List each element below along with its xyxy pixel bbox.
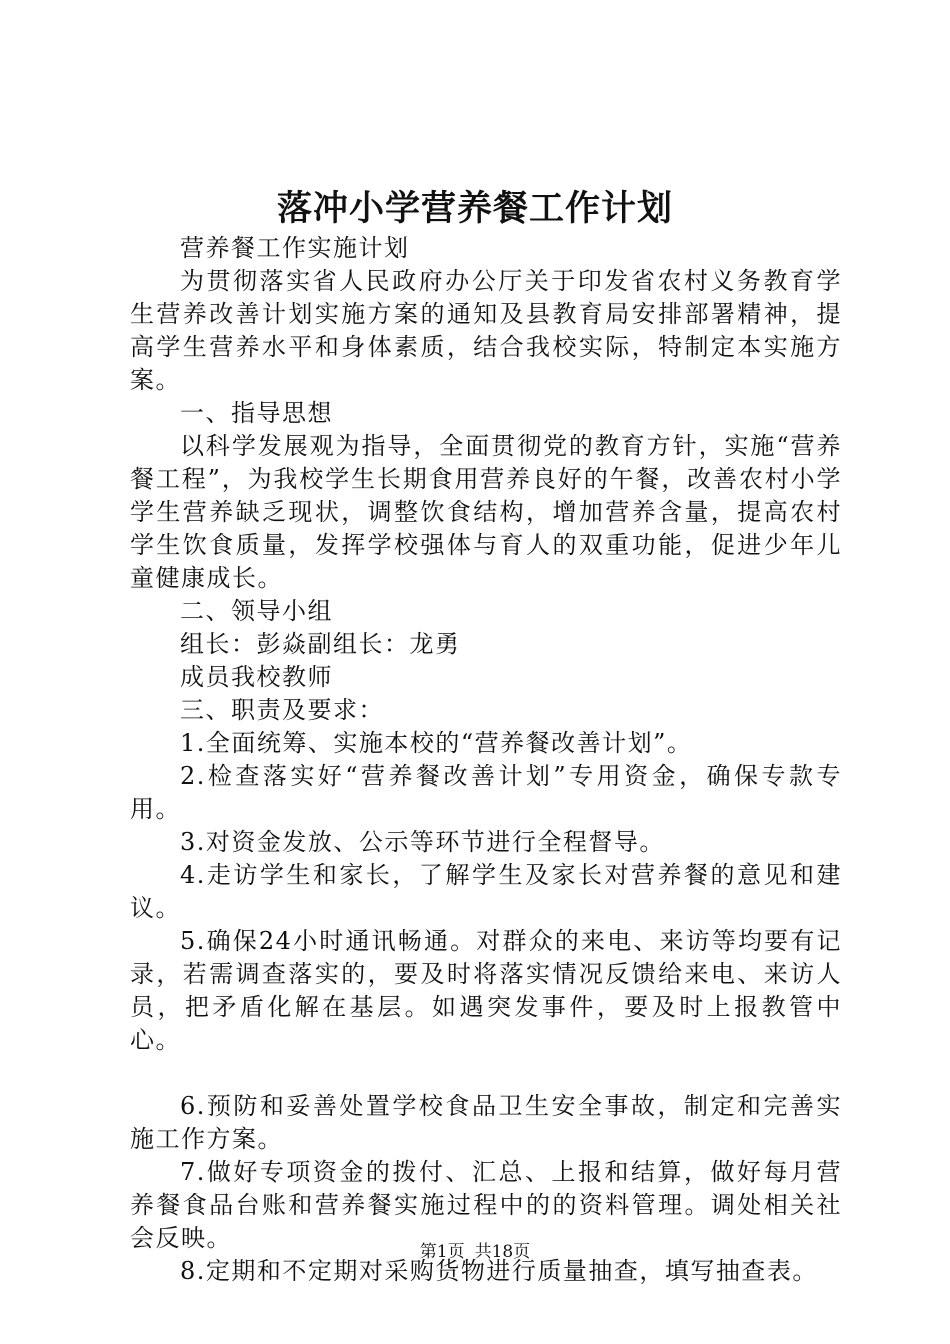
page-number-current: 第1页 — [419, 1242, 465, 1262]
duty-item-2: 2.检查落实好“营养餐改善计划”专用资金，确保专款专用。 — [130, 762, 842, 823]
intro-paragraph: 为贯彻落实省人民政府办公厅关于印发省农村义务教育学生营养改善计划实施方案的通知及县教育局安排部署精神，提高学生营养水平和身体素质，结合我校实际，特制定本实施方案。 — [130, 267, 842, 394]
duty-item-6: 6.预防和妥善处置学校食品卫生安全事故，制定和完善实施工作方案。 — [130, 1092, 842, 1153]
duty-item-3: 3.对资金发放、公示等环节进行全程督导。 — [180, 828, 665, 856]
section-heading-leadership: 二、领导小组 — [180, 597, 333, 625]
duty-item-4: 4.走访学生和家长，了解学生及家长对营养餐的意见和建议。 — [130, 861, 842, 922]
leadership-members: 成员我校教师 — [180, 663, 333, 691]
duty-item-8: 8.定期和不定期对采购货物进行质量抽查，填写抽查表。 — [180, 1257, 818, 1285]
duty-item-5: 5.确保24小时通讯畅通。对群众的来电、来访等均要有记录，若需调查落实的，要及时将落实情况反馈给来电、来访人员，把矛盾化解在基层。如遇突发事件，要及时上报教管中心。 — [130, 927, 842, 1054]
document-body — [130, 232, 842, 1288]
duty-item-1: 1.全面统筹、实施本校的“营养餐改善计划”。 — [180, 729, 693, 757]
document-title: 落冲小学营养餐工作计划 — [276, 188, 673, 229]
section-heading-guiding-thought: 一、指导思想 — [180, 399, 333, 427]
section-heading-duties: 三、职责及要求： — [180, 696, 384, 724]
leadership-leaders: 组长：彭焱副组长：龙勇 — [180, 630, 461, 658]
guiding-thought-paragraph: 以科学发展观为指导，全面贯彻党的教育方针，实施“营养餐工程”，为我校学生长期食用营养良好的午餐，改善农村小学学生营养缺乏现状，调整饮食结构，增加营养含量，提高农村学生饮食质量，发挥学校强体与育人的双重功能，促进少年儿童健康成长。 — [130, 432, 842, 592]
page-footer — [0, 1240, 950, 1264]
page-number-total: 共18页 — [474, 1242, 531, 1262]
subtitle-paragraph: 营养餐工作实施计划 — [180, 234, 410, 262]
duty-item-7: 7.做好专项资金的拨付、汇总、上报和结算，做好每月营养餐食品台账和营养餐实施过程中的的资料管理。调处相关社会反映。 — [130, 1158, 842, 1252]
